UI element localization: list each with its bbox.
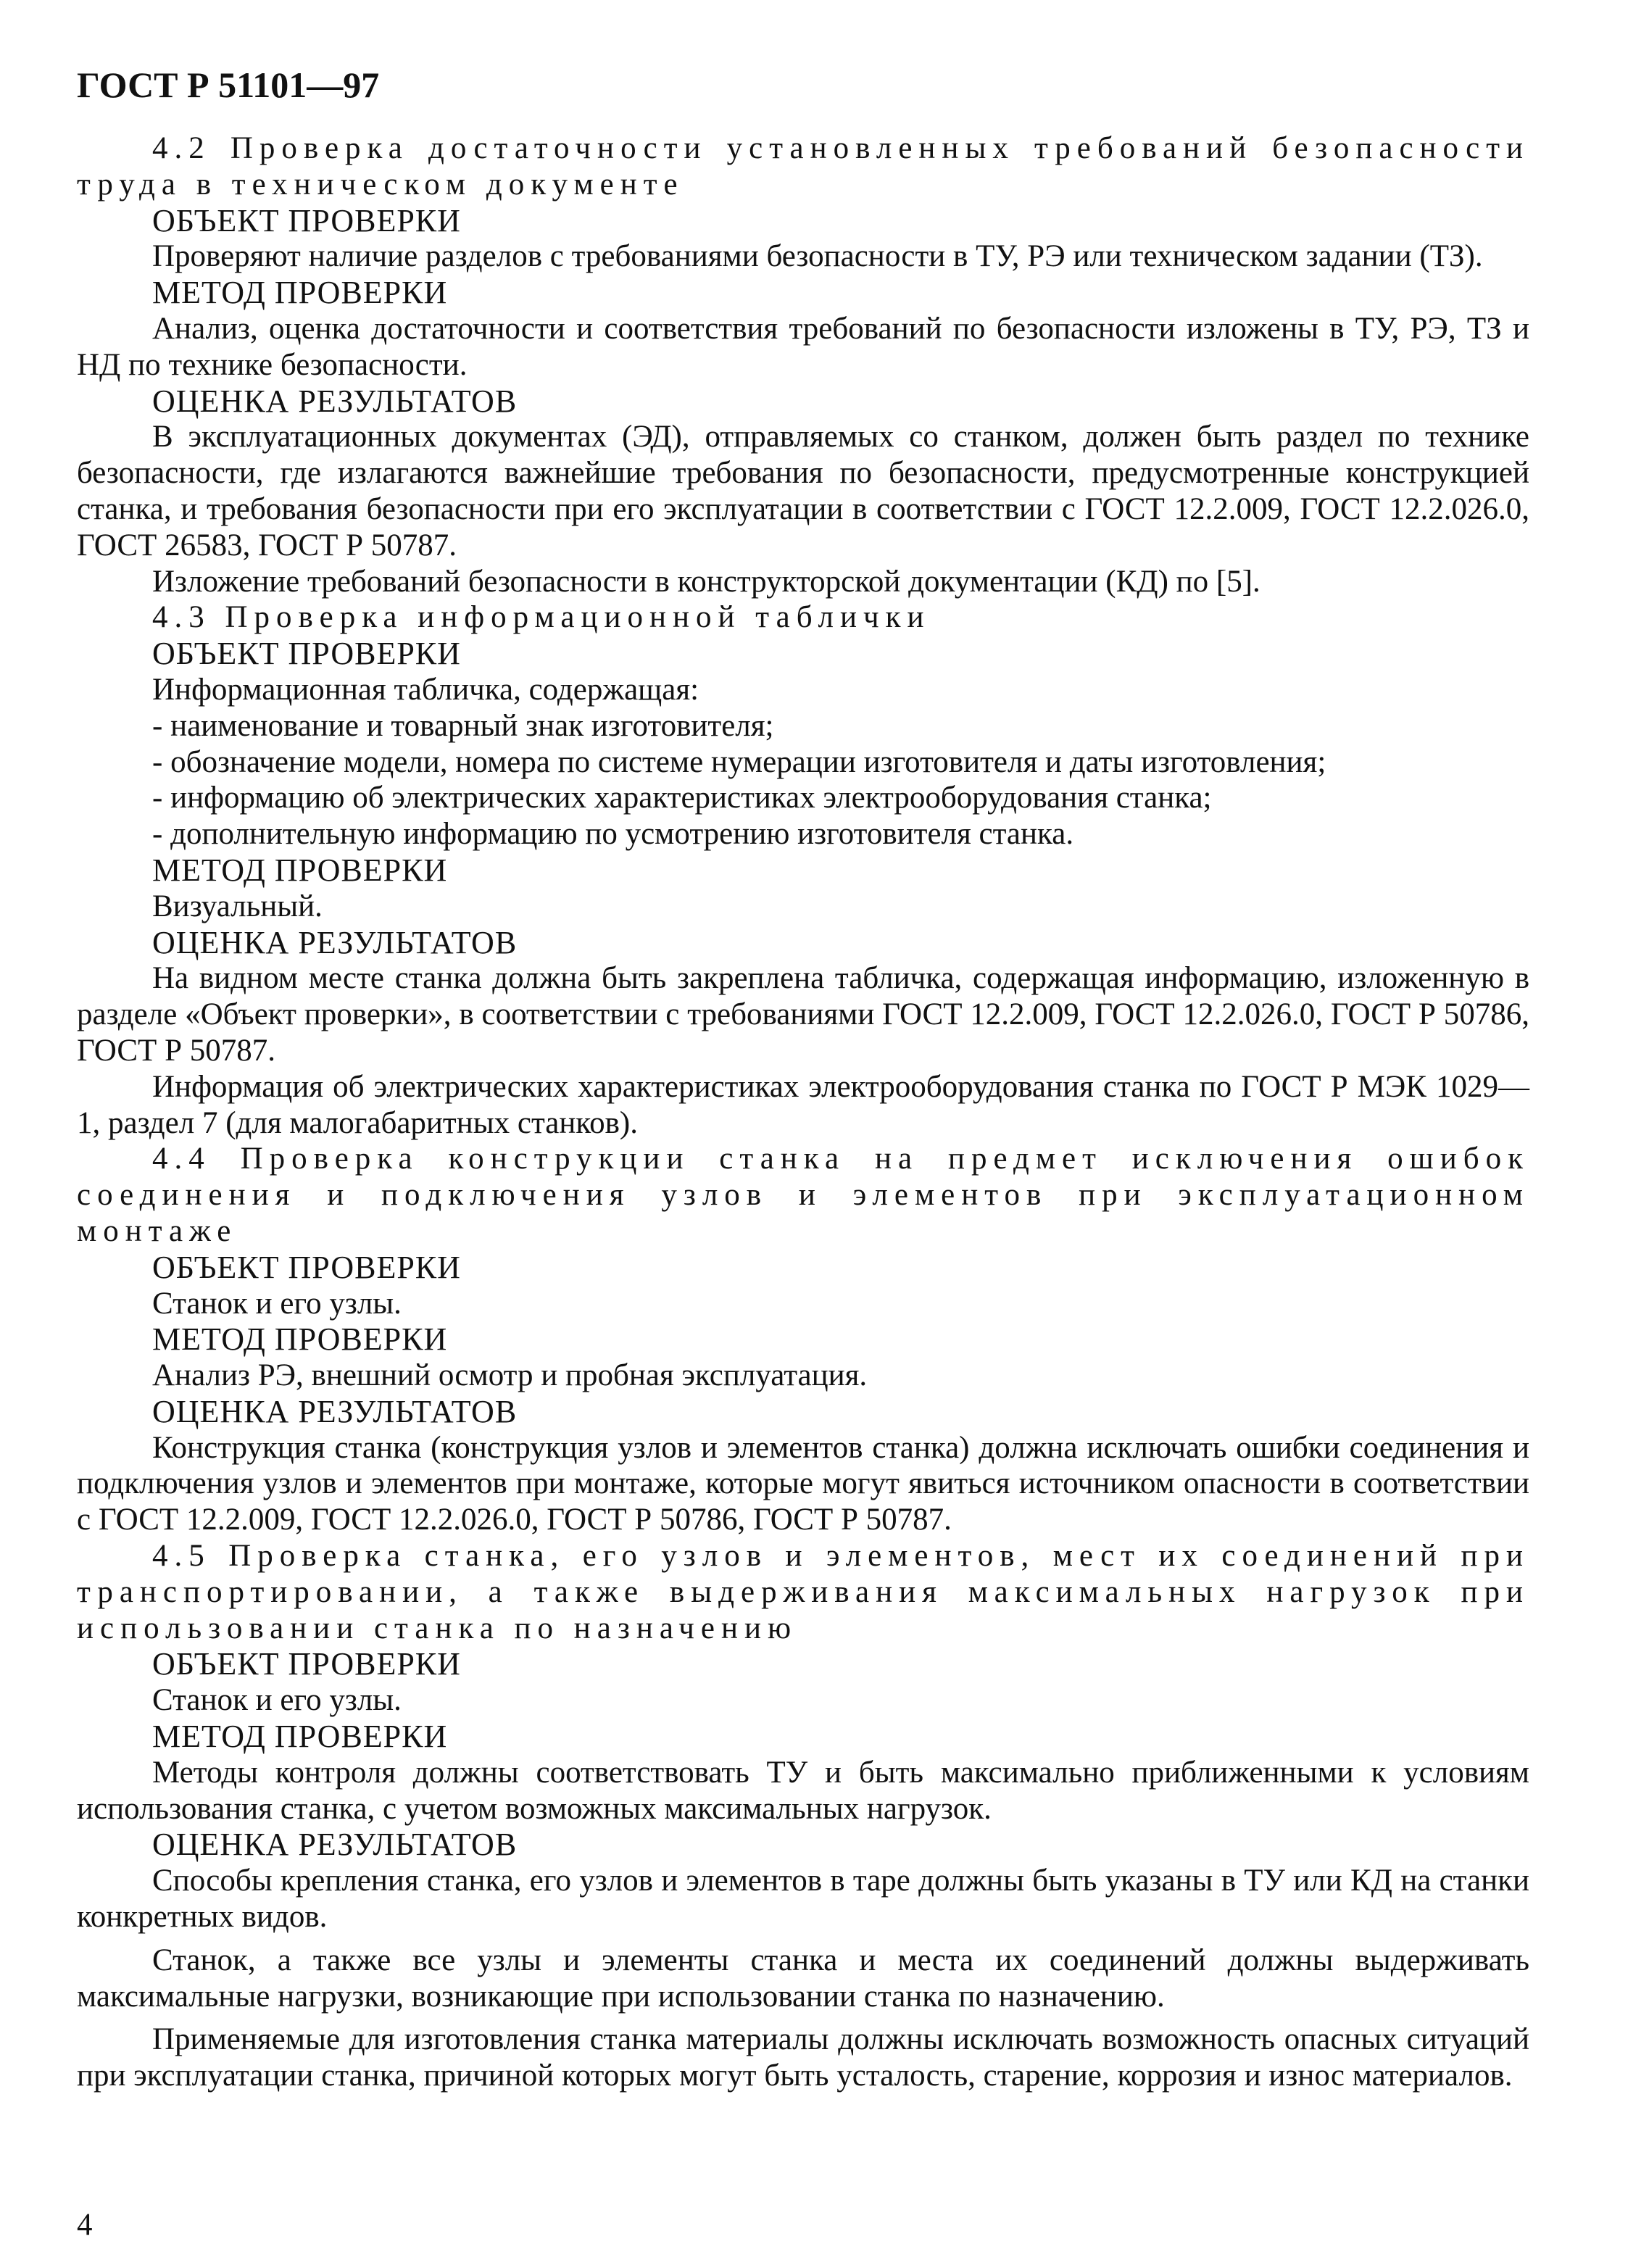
method-text: Анализ, оценка достаточности и соответствия требований по безопасности изложены в ТУ, РЭ, ТЗ и НД по технике безопасности. [77, 311, 1529, 382]
page-number: 4 [77, 2208, 93, 2242]
list-item: - наименование и товарный знак изготовителя; [152, 708, 774, 743]
list-item: - обозначение модели, номера по системе нумерации изготовителя и даты изготовления; [152, 744, 1326, 779]
result-label: ОЦЕНКА РЕЗУЛЬТАТОВ [152, 924, 518, 960]
result-paragraph: Способы крепления станка, его узлов и элементов в таре должны быть указаны в ТУ или КД на станки конкретных видов. [77, 1864, 1529, 1935]
result-label: ОЦЕНКА РЕЗУЛЬТАТОВ [152, 383, 518, 419]
method-label: МЕТОД ПРОВЕРКИ [152, 1719, 448, 1755]
list-item: - дополнительную информацию по усмотрению изготовителя станка. [152, 817, 1074, 852]
result-paragraph: Изложение требований безопасности в конструкторской документации (КД) по [5]. [152, 564, 1260, 599]
section-title-4-3: 4.3 Проверка информационной таблички [152, 600, 931, 635]
result-paragraph: Информация об электрических характеристиках электрооборудования станка по ГОСТ Р МЭК 1029—1, раздел 7 (для малогабаритных станков). [77, 1069, 1529, 1140]
section-title-4-4: 4.4 Проверка конструкции станка на предмет исключения ошибок соединения и подключения узлов и элементов при эксплуатационном монтаже [77, 1142, 1529, 1248]
object-label: ОБЪЕКТ ПРОВЕРКИ [152, 1646, 461, 1682]
method-text: Визуальный. [152, 889, 323, 923]
section-title-4-2: 4.2 Проверка достаточности установленных требований безопасности труда в техническом документе [77, 131, 1529, 202]
method-text: Методы контроля должны соответствовать ТУ и быть максимально приближенными к условиям использования станка, с учетом возможных максимальных нагрузок. [77, 1755, 1529, 1826]
object-label: ОБЪЕКТ ПРОВЕРКИ [152, 636, 461, 672]
object-text: Станок и его узлы. [152, 1683, 402, 1718]
object-intro: Информационная табличка, содержащая: [152, 672, 699, 707]
result-paragraph: На видном месте станка должна быть закреплена табличка, содержащая информацию, изложенную в разделе «Объект проверки», в соответствии с требованиями ГОСТ 12.2.009, ГОСТ 12.2.026.0, ГОСТ Р 50786, ГОСТ Р 50787. [77, 961, 1529, 1068]
result-paragraph: Применяемые для изготовления станка материалы должны исключать возможность опасных ситуаций при эксплуатации станка, причиной которых могут быть усталость, старение, коррозия и износ материалов. [77, 2022, 1529, 2093]
result-paragraph: Станок, а также все узлы и элементы станка и места их соединений должны выдерживать максимальные нагрузки, возникающие при использовании станка по назначению. [77, 1943, 1529, 2014]
section-title-4-5: 4.5 Проверка станка, его узлов и элементов, мест их соединений при транспортировании, а также выдерживания максимальных нагрузок при использовании станка по назначению [77, 1539, 1529, 1645]
object-label: ОБЪЕКТ ПРОВЕРКИ [152, 1249, 461, 1285]
method-label: МЕТОД ПРОВЕРКИ [152, 1321, 448, 1358]
result-paragraph: Конструкция станка (конструкция узлов и элементов станка) должна исключать ошибки соединения и подключения узлов и элементов при монтаже, которые могут явиться источником опасности в соответствии с ГОСТ 12.2.009, ГОСТ 12.2.026.0, ГОСТ Р 50786, ГОСТ Р 50787. [77, 1430, 1529, 1537]
object-label: ОБЪЕКТ ПРОВЕРКИ [152, 202, 461, 238]
standard-header: ГОСТ Р 51101—97 [77, 65, 380, 105]
list-item: - информацию об электрических характеристиках электрооборудования станка; [152, 781, 1212, 815]
result-paragraph: В эксплуатационных документах (ЭД), отправляемых со станком, должен быть раздел по технике безопасности, где излагаются важнейшие требования по безопасности, предусмотренные конструкцией станка, и требования безопасности при его эксплуатации в соответствии с ГОСТ 12.2.009, ГОСТ 12.2.026.0, ГОСТ 26583, ГОСТ Р 50787. [77, 420, 1529, 562]
method-text: Анализ РЭ, внешний осмотр и пробная эксплуатация. [152, 1358, 868, 1393]
method-label: МЕТОД ПРОВЕРКИ [152, 275, 448, 311]
page-content [77, 130, 1529, 2094]
result-label: ОЦЕНКА РЕЗУЛЬТАТОВ [152, 1393, 518, 1429]
object-text: Станок и его узлы. [152, 1286, 402, 1321]
object-text: Проверяют наличие разделов с требованиями безопасности в ТУ, РЭ или техническом задании (ТЗ). [152, 239, 1483, 274]
method-label: МЕТОД ПРОВЕРКИ [152, 852, 448, 888]
result-label: ОЦЕНКА РЕЗУЛЬТАТОВ [152, 1827, 518, 1863]
